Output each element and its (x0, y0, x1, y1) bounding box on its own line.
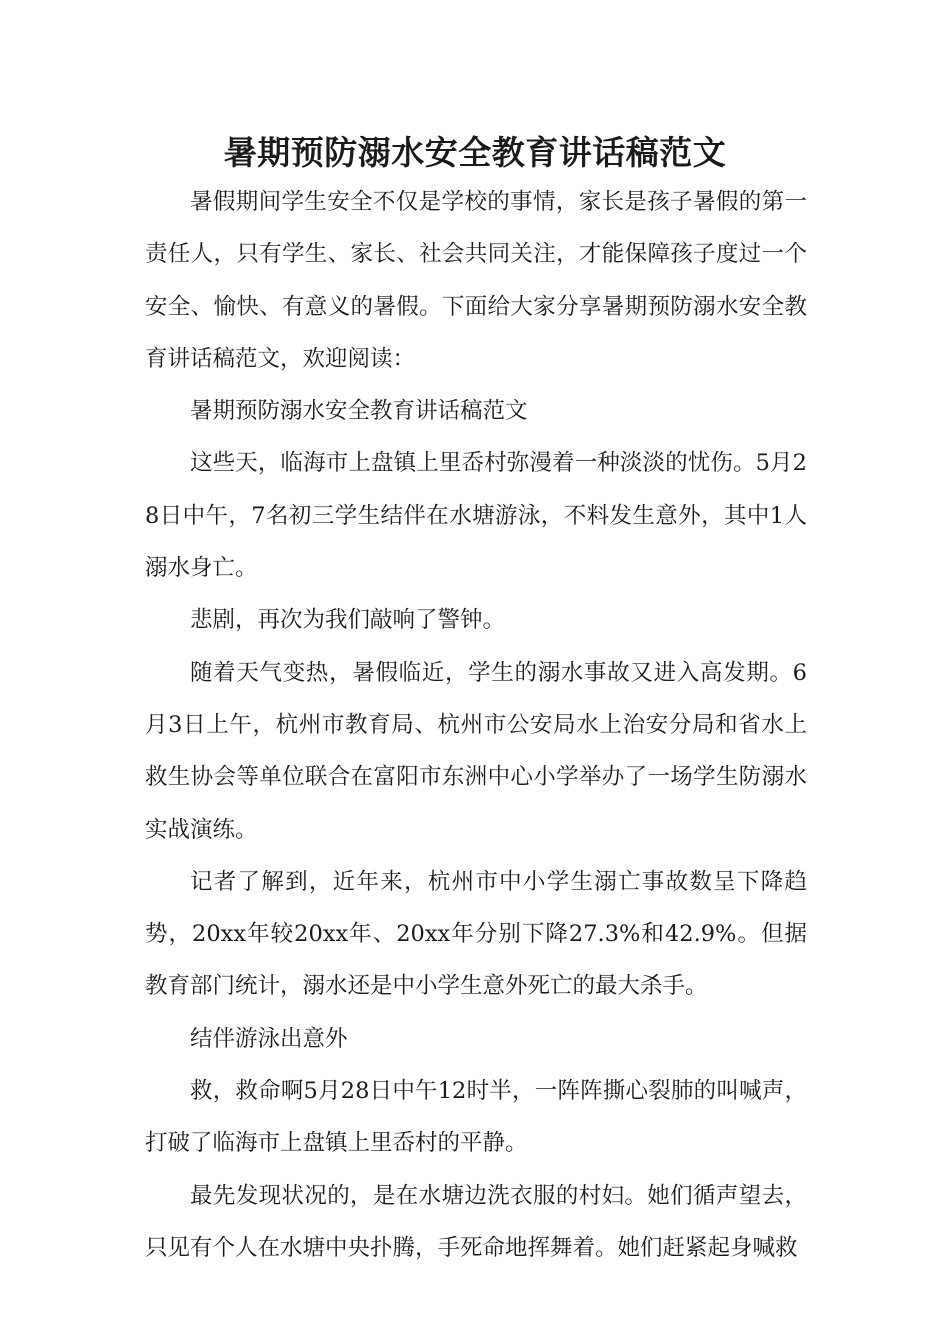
paragraph: 救，救命啊5月28日中午12时半，一阵阵撕心裂肺的叫喊声，打破了临海市上盘镇上里岙村的平静。 (145, 1078, 807, 1157)
document-body (145, 176, 807, 1274)
section-heading: 结伴游泳出意外 (190, 1025, 348, 1052)
paragraph: 记者了解到，近年来，杭州市中小学生溺亡事故数呈下降趋势，20xx年较20xx年、20xx年分别下降27.3%和42.9%。但据教育部门统计，溺水还是中小学生意外死亡的最大杀手。 (145, 868, 807, 1000)
paragraph-subtitle: 暑期预防溺水安全教育讲话稿范文 (190, 398, 528, 425)
paragraph: 随着天气变热，暑假临近，学生的溺水事故又进入高发期。6月3日上午，杭州市教育局、杭州市公安局水上治安分局和省水上救生协会等单位联合在富阳市东洲中心小学举办了一场学生防溺水实战演练。 (145, 659, 807, 843)
paragraph: 这些天，临海市上盘镇上里岙村弥漫着一种淡淡的忧伤。5月28日中午，7名初三学生结伴在水塘游泳，不料发生意外，其中1人溺水身亡。 (145, 450, 807, 582)
paragraph: 悲剧，再次为我们敲响了警钟。 (190, 607, 506, 634)
paragraph-intro: 暑假期间学生安全不仅是学校的事情，家长是孩子暑假的第一责任人，只有学生、家长、社会共同关注，才能保障孩子度过一个安全、愉快、有意义的暑假。下面给大家分享暑期预防溺水安全教育讲话稿范文，欢迎阅读： (145, 189, 807, 372)
paragraph: 最先发现状况的，是在水塘边洗衣服的村妇。她们循声望去，只见有个人在水塘中央扑腾，手死命地挥舞着。她们赶紧起身喊救 (145, 1182, 807, 1261)
document-title: 暑期预防溺水安全教育讲话稿范文 (223, 133, 727, 172)
